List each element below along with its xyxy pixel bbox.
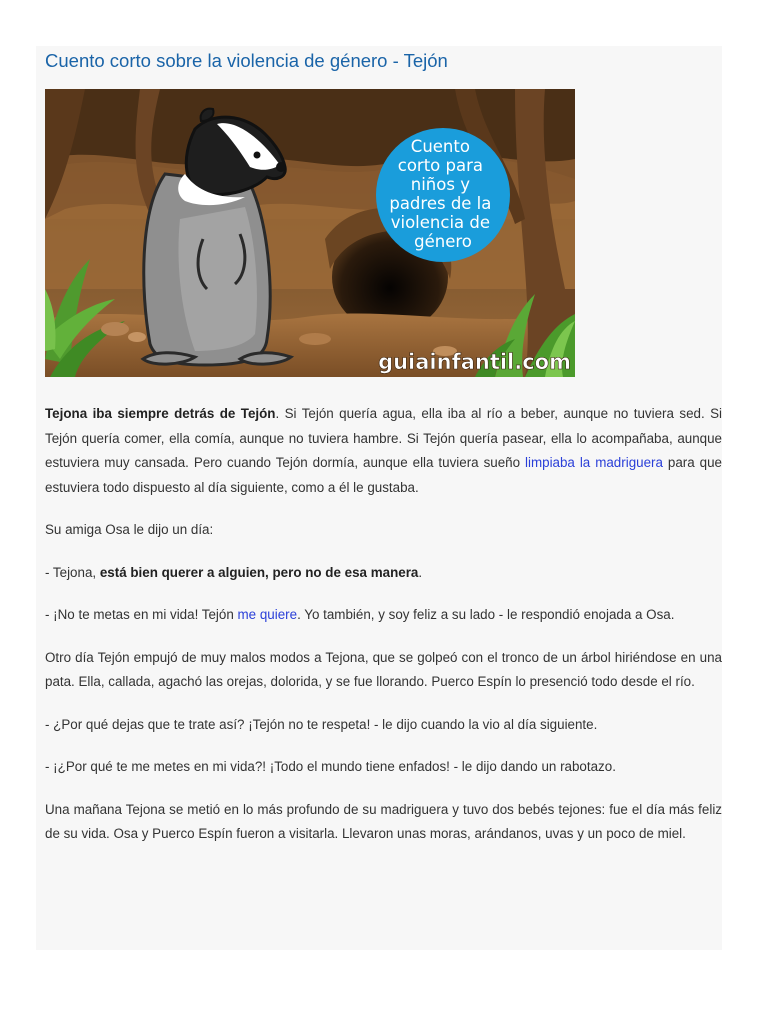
link-limpiaba-la-madriguera[interactable]: limpiaba la madriguera xyxy=(525,455,663,470)
text: . Yo también, y soy feliz a su lado - le respondió enojada a Osa. xyxy=(297,607,675,622)
badge-line: género xyxy=(414,232,472,251)
badge-line: corto para xyxy=(397,156,483,175)
paragraph: Otro día Tejón empujó de muy malos modos a Tejona, que se golpeó con el tronco de un árbol hiriéndose en una pata. Ella, callada, agachó las orejas, dolorida, y se fue llorando. Puerco Espín lo presenció todo desde el río. xyxy=(45,649,722,689)
article-image xyxy=(45,89,575,377)
paragraph: Su amiga Osa le dijo un día: xyxy=(45,522,214,537)
badge-line: Cuento xyxy=(410,137,470,156)
text: para que estuviera todo dispuesto al día siguiente, como a él le gustaba. xyxy=(45,455,722,495)
badge-line: violencia de xyxy=(390,213,491,232)
article xyxy=(36,46,722,950)
watermark: guiainfantil.com xyxy=(378,350,571,374)
badge-line: niños y xyxy=(410,175,470,194)
paragraph xyxy=(45,402,722,500)
bold-text: Tejona iba siempre detrás de Tejón xyxy=(45,406,276,421)
badge-line: padres de la xyxy=(389,194,492,213)
paragraph xyxy=(45,603,722,628)
paragraph: - ¿Por qué dejas que te trate así? ¡Tejón no te respeta! - le dijo cuando la vio al día siguiente. xyxy=(45,716,598,732)
paragraph: Una mañana Tejona se metió en lo más profundo de su madriguera y tuvo dos bebés tejones: fue el día más feliz de su vida. Osa y Puerco Espín fueron a visitarla. Llevaron unas moras, arándanos, uvas y un poco de miel. xyxy=(45,801,722,841)
link-me-quiere[interactable]: me quiere xyxy=(237,607,298,622)
bold-text: está bien querer a alguien, pero no de esa manera xyxy=(99,564,419,580)
text: . xyxy=(418,564,423,580)
article-body xyxy=(45,402,722,865)
article-title: Cuento corto sobre la violencia de género - Tejón xyxy=(45,50,448,71)
text: - ¡No te metas en mi vida! Tejón xyxy=(45,607,238,622)
paragraph xyxy=(45,561,722,586)
text: . Si Tejón quería agua, ella iba al río a beber, aunque no tuviera sed. Si Tejón quería comer, ella comía, aunque no tuviera hambre. Si Tejón quería pasear, ella lo acompañaba, aunque estuviera muy cansada. Pero cuando Tejón dormía, aunque ella tuviera sueño xyxy=(45,406,723,470)
paragraph: - ¡¿Por qué te me metes en mi vida?! ¡Todo el mundo tiene enfados! - le dijo dando un rabotazo. xyxy=(45,759,616,774)
text: - Tejona, xyxy=(45,564,100,580)
story-badge xyxy=(376,128,510,262)
